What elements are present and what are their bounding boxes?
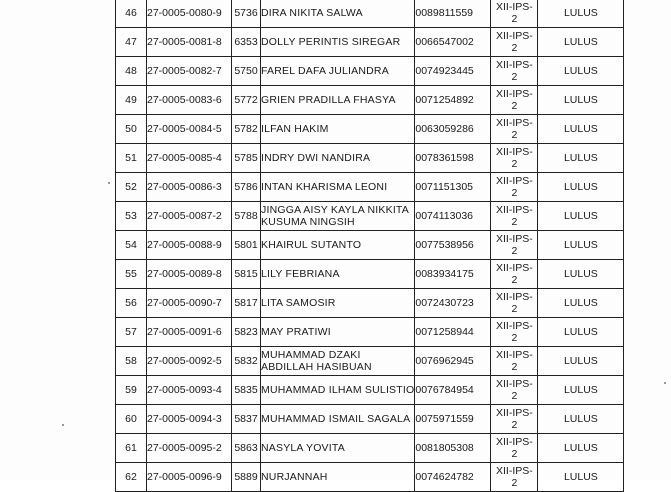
class-label-line: 2 xyxy=(511,332,518,344)
student-class xyxy=(491,405,538,434)
student-code: 5815 xyxy=(232,260,261,289)
student-name xyxy=(261,376,415,405)
graduation-status: LULUS xyxy=(538,173,624,202)
class-label xyxy=(496,378,533,402)
student-class xyxy=(491,144,538,173)
class-label xyxy=(496,146,533,170)
student-code: 5817 xyxy=(232,289,261,318)
graduation-status: LULUS xyxy=(538,434,624,463)
row-number: 54 xyxy=(116,231,147,260)
student-exam-number: 27-0005-0087-2 xyxy=(147,202,232,231)
student-nisn: 0071254892 xyxy=(415,86,491,115)
student-class xyxy=(491,434,538,463)
student-name xyxy=(261,260,415,289)
row-number: 53 xyxy=(116,202,147,231)
table-row xyxy=(116,28,624,57)
table-row xyxy=(116,260,624,289)
student-class xyxy=(491,57,538,86)
student-name-line: DIRA NIKITA SALWA xyxy=(261,7,363,19)
student-nisn: 0072430723 xyxy=(415,289,491,318)
student-name-line: MUHAMMAD ILHAM SULISTIO xyxy=(261,384,415,396)
student-code: 5736 xyxy=(232,0,261,28)
row-number: 57 xyxy=(116,318,147,347)
row-number: 48 xyxy=(116,57,147,86)
class-label-line: 2 xyxy=(511,419,518,431)
student-name xyxy=(261,318,415,347)
class-label-line: XII-IPS- xyxy=(495,117,533,129)
student-class xyxy=(491,28,538,57)
class-label xyxy=(496,117,533,141)
graduation-status: LULUS xyxy=(538,202,624,231)
student-name-line: NURJANNAH xyxy=(261,471,328,483)
class-label xyxy=(496,175,533,199)
class-label-line: 2 xyxy=(511,129,518,141)
row-number: 56 xyxy=(116,289,147,318)
student-name xyxy=(261,202,415,231)
student-exam-number: 27-0005-0085-4 xyxy=(147,144,232,173)
class-label xyxy=(496,320,533,344)
row-number: 59 xyxy=(116,376,147,405)
table-row xyxy=(116,57,624,86)
row-number: 61 xyxy=(116,434,147,463)
student-name xyxy=(261,289,415,318)
student-name-line: FAREL DAFA JULIANDRA xyxy=(261,65,389,77)
class-label-line: XII-IPS- xyxy=(495,262,533,274)
student-exam-number: 27-0005-0086-3 xyxy=(147,173,232,202)
student-class xyxy=(491,0,538,28)
student-name-line: LILY FEBRIANA xyxy=(261,268,340,280)
class-label-line: 2 xyxy=(511,303,518,315)
class-label xyxy=(496,30,533,54)
row-number: 50 xyxy=(116,115,147,144)
student-exam-number: 27-0005-0088-9 xyxy=(147,231,232,260)
graduation-status: LULUS xyxy=(538,144,624,173)
student-nisn: 0071151305 xyxy=(415,173,491,202)
class-label-line: 2 xyxy=(511,448,518,460)
class-label xyxy=(496,59,533,83)
row-number: 52 xyxy=(116,173,147,202)
student-name xyxy=(261,463,415,492)
class-label xyxy=(496,349,533,373)
table-row xyxy=(116,144,624,173)
student-code: 5863 xyxy=(232,434,261,463)
student-code: 5832 xyxy=(232,347,261,376)
student-nisn: 0074113036 xyxy=(415,202,491,231)
table-row xyxy=(116,202,624,231)
student-class xyxy=(491,173,538,202)
class-label-line: XII-IPS- xyxy=(495,349,533,361)
student-code: 6353 xyxy=(232,28,261,57)
graduation-status: LULUS xyxy=(538,57,624,86)
scan-speck xyxy=(62,424,64,426)
graduation-status: LULUS xyxy=(538,376,624,405)
student-exam-number: 27-0005-0083-6 xyxy=(147,86,232,115)
student-code: 5785 xyxy=(232,144,261,173)
student-nisn: 0066547002 xyxy=(415,28,491,57)
class-label xyxy=(496,1,533,25)
class-label-line: 2 xyxy=(511,477,518,489)
student-class xyxy=(491,463,538,492)
student-code: 5788 xyxy=(232,202,261,231)
student-exam-number: 27-0005-0089-8 xyxy=(147,260,232,289)
class-label xyxy=(496,204,533,228)
class-label-line: XII-IPS- xyxy=(495,59,533,71)
student-code: 5835 xyxy=(232,376,261,405)
student-nisn: 0078361598 xyxy=(415,144,491,173)
row-number: 47 xyxy=(116,28,147,57)
student-nisn: 0063059286 xyxy=(415,115,491,144)
student-class xyxy=(491,260,538,289)
student-nisn: 0076784954 xyxy=(415,376,491,405)
class-label xyxy=(496,465,533,489)
student-nisn: 0074923445 xyxy=(415,57,491,86)
student-class xyxy=(491,347,538,376)
class-label-line: XII-IPS- xyxy=(495,204,533,216)
student-exam-number: 27-0005-0092-5 xyxy=(147,347,232,376)
class-label-line: 2 xyxy=(511,361,518,373)
row-number: 62 xyxy=(116,463,147,492)
table-row xyxy=(116,115,624,144)
class-label xyxy=(496,436,533,460)
graduation-status: LULUS xyxy=(538,347,624,376)
student-name xyxy=(261,347,415,376)
scan-speck xyxy=(664,382,666,384)
class-label-line: 2 xyxy=(511,13,518,25)
student-exam-number: 27-0005-0081-8 xyxy=(147,28,232,57)
student-name-line: DOLLY PERINTIS SIREGAR xyxy=(261,36,401,48)
student-exam-number: 27-0005-0090-7 xyxy=(147,289,232,318)
table-row xyxy=(116,86,624,115)
class-label-line: XII-IPS- xyxy=(495,407,533,419)
class-label xyxy=(496,291,533,315)
class-label-line: 2 xyxy=(511,216,518,228)
student-name xyxy=(261,405,415,434)
class-label-line: XII-IPS- xyxy=(495,465,533,477)
scan-speck xyxy=(108,182,110,184)
class-label xyxy=(496,233,533,257)
student-name-line: INDRY DWI NANDIRA xyxy=(261,152,371,164)
graduation-status: LULUS xyxy=(538,318,624,347)
student-code: 5837 xyxy=(232,405,261,434)
class-label-line: XII-IPS- xyxy=(495,1,533,13)
student-name-line: MAY PRATIWI xyxy=(261,326,331,338)
student-name-line: GRIEN PRADILLA FHASYA xyxy=(261,94,396,106)
class-label-line: XII-IPS- xyxy=(495,30,533,42)
graduation-status: LULUS xyxy=(538,405,624,434)
student-code: 5750 xyxy=(232,57,261,86)
student-nisn: 0076962945 xyxy=(415,347,491,376)
graduation-status: LULUS xyxy=(538,231,624,260)
class-label-line: 2 xyxy=(511,42,518,54)
student-name xyxy=(261,86,415,115)
class-label-line: 2 xyxy=(511,71,518,83)
student-nisn: 0089811559 xyxy=(415,0,491,28)
graduation-results-table xyxy=(115,0,624,492)
graduation-status: LULUS xyxy=(538,86,624,115)
class-label xyxy=(496,407,533,431)
student-class xyxy=(491,289,538,318)
student-name-line: KHAIRUL SUTANTO xyxy=(261,239,362,251)
student-exam-number: 27-0005-0091-6 xyxy=(147,318,232,347)
row-number: 46 xyxy=(116,0,147,28)
student-code: 5889 xyxy=(232,463,261,492)
graduation-status: LULUS xyxy=(538,289,624,318)
student-name-line: ABDILLAH HASIBUAN xyxy=(261,361,372,373)
class-label xyxy=(496,262,533,286)
student-nisn: 0081805308 xyxy=(415,434,491,463)
table-row xyxy=(116,289,624,318)
student-code: 5782 xyxy=(232,115,261,144)
table-row xyxy=(116,231,624,260)
graduation-status: LULUS xyxy=(538,463,624,492)
student-exam-number: 27-0005-0095-2 xyxy=(147,434,232,463)
table-row xyxy=(116,318,624,347)
class-label xyxy=(496,88,533,112)
graduation-status: LULUS xyxy=(538,260,624,289)
student-nisn: 0075971559 xyxy=(415,405,491,434)
table-row xyxy=(116,376,624,405)
student-exam-number: 27-0005-0093-4 xyxy=(147,376,232,405)
table-row xyxy=(116,0,624,28)
student-class xyxy=(491,231,538,260)
row-number: 51 xyxy=(116,144,147,173)
class-label-line: 2 xyxy=(511,158,518,170)
student-name xyxy=(261,173,415,202)
class-label-line: XII-IPS- xyxy=(495,436,533,448)
student-class xyxy=(491,202,538,231)
table-body xyxy=(116,0,624,492)
student-class xyxy=(491,376,538,405)
class-label-line: 2 xyxy=(511,274,518,286)
class-label-line: XII-IPS- xyxy=(495,291,533,303)
student-name xyxy=(261,28,415,57)
student-name xyxy=(261,434,415,463)
student-exam-number: 27-0005-0084-5 xyxy=(147,115,232,144)
student-class xyxy=(491,318,538,347)
student-nisn: 0074624782 xyxy=(415,463,491,492)
student-name xyxy=(261,57,415,86)
student-name-line: JINGGA AISY KAYLA NIKKITA xyxy=(261,204,409,216)
student-code: 5772 xyxy=(232,86,261,115)
graduation-status: LULUS xyxy=(538,115,624,144)
table-row xyxy=(116,347,624,376)
table-row xyxy=(116,434,624,463)
class-label-line: XII-IPS- xyxy=(495,175,533,187)
student-name-line: LITA SAMOSIR xyxy=(261,297,336,309)
student-name xyxy=(261,144,415,173)
row-number: 58 xyxy=(116,347,147,376)
student-nisn: 0083934175 xyxy=(415,260,491,289)
student-name xyxy=(261,231,415,260)
student-name xyxy=(261,0,415,28)
student-name-line: NASYLA YOVITA xyxy=(261,442,345,454)
row-number: 49 xyxy=(116,86,147,115)
class-label-line: 2 xyxy=(511,390,518,402)
class-label-line: XII-IPS- xyxy=(495,146,533,158)
student-name-line: ILFAN HAKIM xyxy=(261,123,329,135)
graduation-status: LULUS xyxy=(538,0,624,28)
student-class xyxy=(491,115,538,144)
student-exam-number: 27-0005-0096-9 xyxy=(147,463,232,492)
table-row xyxy=(116,173,624,202)
class-label-line: 2 xyxy=(511,245,518,257)
class-label-line: 2 xyxy=(511,187,518,199)
student-class xyxy=(491,86,538,115)
student-nisn: 0077538956 xyxy=(415,231,491,260)
student-code: 5801 xyxy=(232,231,261,260)
class-label-line: XII-IPS- xyxy=(495,320,533,332)
student-name xyxy=(261,115,415,144)
student-exam-number: 27-0005-0082-7 xyxy=(147,57,232,86)
table-row xyxy=(116,405,624,434)
class-label-line: XII-IPS- xyxy=(495,233,533,245)
class-label-line: XII-IPS- xyxy=(495,378,533,390)
student-exam-number: 27-0005-0080-9 xyxy=(147,0,232,28)
row-number: 55 xyxy=(116,260,147,289)
class-label-line: 2 xyxy=(511,100,518,112)
table-row xyxy=(116,463,624,492)
student-exam-number: 27-0005-0094-3 xyxy=(147,405,232,434)
student-code: 5786 xyxy=(232,173,261,202)
student-nisn: 0071258944 xyxy=(415,318,491,347)
student-code: 5823 xyxy=(232,318,261,347)
student-name-line: MUHAMMAD DZAKI xyxy=(261,349,361,361)
row-number: 60 xyxy=(116,405,147,434)
student-name-line: KUSUMA NINGSIH xyxy=(261,216,355,228)
class-label-line: XII-IPS- xyxy=(495,88,533,100)
student-name-line: INTAN KHARISMA LEONI xyxy=(261,181,388,193)
student-name-line: MUHAMMAD ISMAIL SAGALA xyxy=(261,413,411,425)
graduation-status: LULUS xyxy=(538,28,624,57)
